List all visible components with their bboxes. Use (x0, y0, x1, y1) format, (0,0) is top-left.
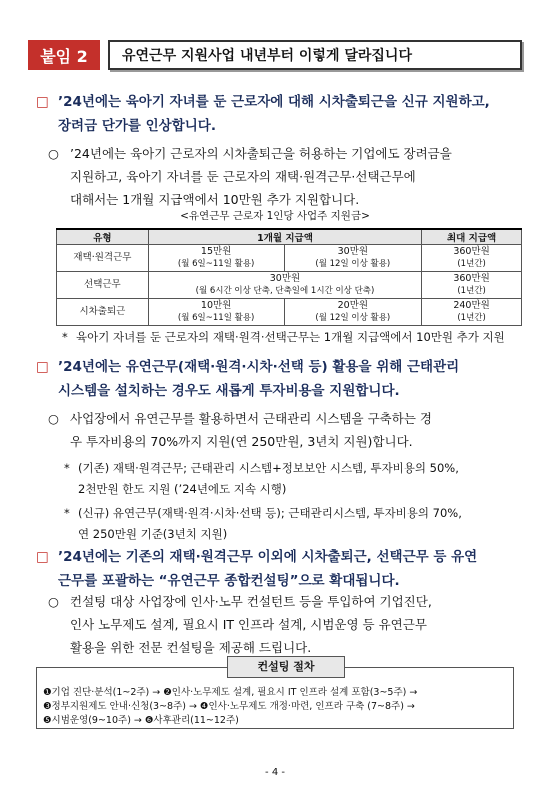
procedure-line: ❸정부지원제도 안내·신청(3~8주) → ❹인사·노무제도 개정·마련, 인프라 구축 (7~8주) → (43, 701, 415, 712)
table-cell-type: 시차출퇴근 (57, 299, 149, 326)
bullet-section-2 (48, 407, 522, 453)
amount-main: 10만원 (200, 300, 232, 311)
procedure-line: ❺시범운영(9~10주) → ❻사후관리(11~12주) (43, 715, 239, 726)
amount-sub: (월 12일 이상 활용) (315, 259, 391, 269)
bullet-line: ’24년에는 육아기 근로자의 시차출퇴근을 허용하는 기업에도 장려금을 (70, 146, 452, 161)
asterisk-icon: * (62, 330, 68, 344)
page-number: - 4 - (265, 767, 285, 778)
heading-line: ’24년에는 기존의 재택·원격근무 이외에 시차출퇴근, 선택근무 등 유연 (58, 549, 478, 565)
note-line: 2천만원 한도 지원 (’24년에도 지속 시행) (78, 482, 287, 496)
amount-sub: (1년간) (457, 286, 486, 296)
bullet-line: 대해서는 1개월 지급액에서 10만원 추가 지원합니다. (70, 192, 360, 207)
circle-bullet-icon: ○ (48, 146, 59, 161)
square-bullet-icon: □ (36, 94, 49, 110)
amount-main: 15만원 (200, 246, 232, 257)
heading-line: 장려금 단가를 인상합니다. (58, 118, 216, 134)
note-line: 연 250만원 기준(3년치 지원) (78, 527, 228, 541)
circle-bullet-icon: ○ (48, 594, 59, 609)
heading-section-3 (36, 545, 522, 593)
table-caption: <유연근무 근로자 1인당 사업주 지원금> (180, 210, 370, 222)
note-new (64, 503, 522, 545)
heading-section-1 (36, 90, 522, 138)
table-row (57, 272, 522, 299)
heading-line: 시스템을 설치하는 경우도 새롭게 투자비용을 지원합니다. (58, 383, 400, 399)
bullet-section-1 (48, 142, 522, 211)
table-cell (148, 245, 284, 272)
amount-main: 30만원 (269, 273, 301, 284)
amount-sub: (1년간) (457, 259, 486, 269)
footnote-text: 육아기 자녀를 둔 근로자의 재택·원격·선택근무는 1개월 지급액에서 10만원 추가 지원 (76, 330, 505, 344)
table-header-cell: 1개월 지급액 (148, 229, 421, 245)
table-header-row (57, 229, 522, 245)
bullet-line: 활용을 위한 전문 컨설팅을 제공해 드립니다. (70, 640, 312, 655)
amount-sub: (월 6시간 이상 단축, 단축일에 1시간 이상 단축) (195, 286, 375, 296)
amount-main: 240만원 (453, 300, 490, 311)
amount-main: 30만원 (337, 246, 369, 257)
amount-sub: (월 6일~11일 활용) (177, 259, 255, 269)
heading-line: ’24년에는 유연근무(재택·원격·시차·선택 등) 활용을 위해 근태관리 (58, 359, 460, 375)
table-row (57, 245, 522, 272)
bullet-section-3 (48, 590, 522, 659)
square-bullet-icon: □ (36, 359, 49, 375)
bullet-line: 컨설팅 대상 사업장에 인사·노무 컨설턴트 등을 투입하여 기업진단, (70, 594, 432, 609)
note-line: (기존) 재택·원격근무; 근태관리 시스템+정보보안 시스템, 투자비용의 50%, (78, 461, 459, 475)
bullet-line: 지원하고, 육아기 자녀를 둔 근로자의 재택·원격근무·선택근무에 (70, 169, 416, 184)
table-cell (422, 299, 522, 326)
note-line: (신규) 유연근무(재택·원격·시차·선택 등); 근태관리시스템, 투자비용의 70%, (78, 506, 462, 520)
amount-main: 360만원 (453, 246, 490, 257)
asterisk-icon: * (64, 506, 70, 520)
amount-main: 360만원 (453, 273, 490, 284)
bullet-line: 우 투자비용의 70%까지 지원(연 250만원, 3년치 지원)합니다. (70, 434, 413, 449)
table-cell (284, 299, 422, 326)
table-footnote (62, 327, 532, 348)
table-cell (422, 245, 522, 272)
table-cell (148, 299, 284, 326)
section-title: 유연근무 지원사업 내년부터 이렇게 달라집니다 (108, 40, 522, 70)
circle-bullet-icon: ○ (48, 411, 59, 426)
appendix-tag: 붙임 2 (28, 40, 100, 70)
amount-sub: (월 6일~11일 활용) (177, 313, 255, 323)
bullet-line: 인사 노무제도 설계, 필요시 IT 인프라 설계, 시범운영 등 유연근무 (70, 617, 427, 632)
table-cell-type: 재택·원격근무 (57, 245, 149, 272)
asterisk-icon: * (64, 461, 70, 475)
table-cell-type: 선택근무 (57, 272, 149, 299)
consulting-title: 컨설팅 절차 (227, 656, 345, 678)
subsidy-table (56, 228, 522, 326)
amount-main: 20만원 (337, 300, 369, 311)
note-existing (64, 458, 522, 500)
table-cell (422, 272, 522, 299)
section-header (28, 40, 522, 70)
procedure-line: ❶기업 진단·분석(1~2주) → ❷인사·노무제도 설계, 필요시 IT 인프라 설계 포함(3~5주) → (43, 687, 418, 698)
table-row (57, 299, 522, 326)
square-bullet-icon: □ (36, 549, 49, 565)
heading-line: ’24년에는 육아기 자녀를 둔 근로자에 대해 시차출퇴근을 신규 지원하고, (58, 94, 490, 110)
table-cell (148, 272, 421, 299)
table-header-cell: 최대 지급액 (422, 229, 522, 245)
bullet-line: 사업장에서 유연근무를 활용하면서 근태관리 시스템을 구축하는 경 (70, 411, 432, 426)
amount-sub: (1년간) (457, 313, 486, 323)
table-cell (284, 245, 422, 272)
heading-section-2 (36, 355, 522, 403)
amount-sub: (월 12일 이상 활용) (315, 313, 391, 323)
consulting-procedure-box (36, 660, 514, 729)
heading-line: 근무를 포괄하는 “유연근무 종합컨설팅”으로 확대됩니다. (58, 573, 400, 589)
table-header-cell: 유형 (57, 229, 149, 245)
